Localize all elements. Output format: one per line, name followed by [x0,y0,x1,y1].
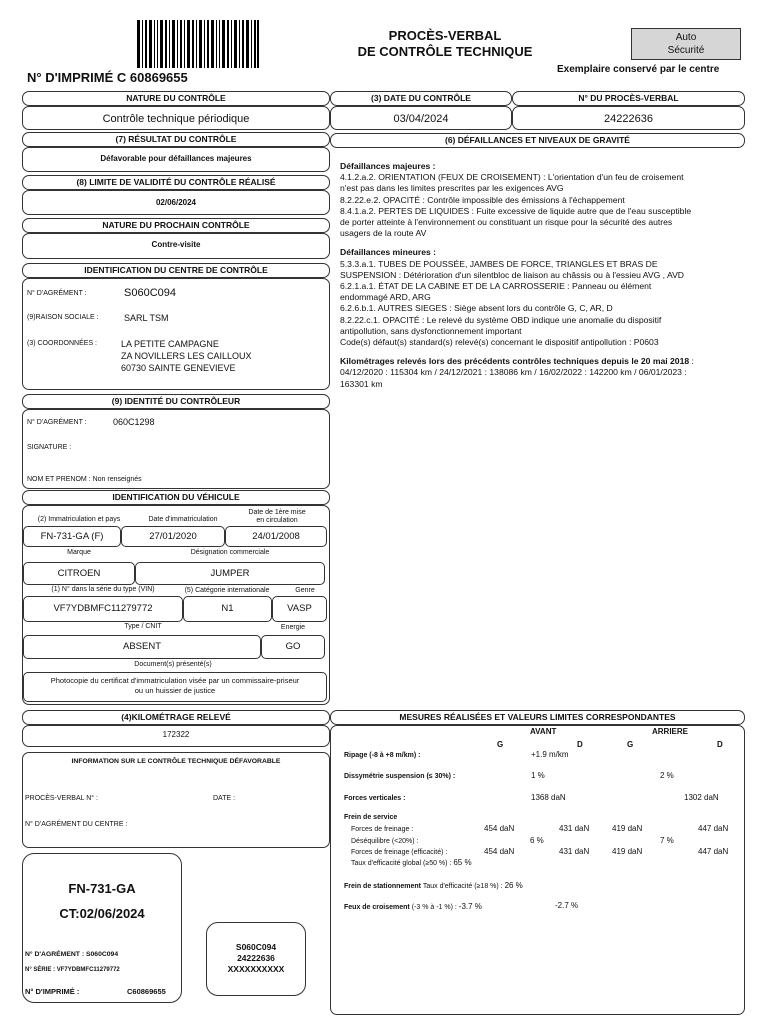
date-value: 03/04/2024 [330,106,512,130]
centre-raison-value: SARL TSM [124,313,169,323]
title-line-2: DE CONTRÔLE TECHNIQUE [357,44,533,59]
mineure-item: 8.2.22.c.1. OPACITÉ : Le relevé du système OBD indique une anomalie du dispositif antipollution, sans dysfonctionnement important [340,314,662,336]
freinage-avant-g: 454 daN [484,824,515,833]
desequilibre-label: Déséquilibre (<20%) : [351,838,419,845]
prochain-value: Contre-visite [22,233,330,259]
defavorable-agrement-label: N° D'AGRÉMENT DU CENTRE : [25,821,128,828]
mineure-item: 5.3.3.a.1. TUBES DE POUSSÉE, JAMBES DE FORCE, TRIANGLES ET BRAS DE SUSPENSION : Détérioration d'un silentbloc de liaison au châssis ou à l'essieu AVG , AVD [340,258,685,280]
mise-circ-field: 24/01/2008 [225,526,327,547]
freinage-arriere-d: 447 daN [698,824,729,833]
type-label: Type / CNIT [124,623,162,630]
documents-field [23,672,327,702]
km-history [340,356,698,390]
dissym-avant: 1 % [531,771,545,780]
stub-line-2: 24222636 [237,953,275,963]
documents-line-1: Photocopie du certificat d'immatriculation visée par un commissaire-priseur [50,676,300,685]
immat-label: (2) Immatriculation et pays [37,516,121,523]
majeure-item: 4.1.2.a.2. ORIENTATION (FEUX DE CROISEMENT) : L'orientation d'un feu de croisement n'est pas dans les limites prescrites par les exigences AVG [340,172,684,194]
immat-field: FN-731-GA (F) [23,526,121,547]
pv-value: 24222636 [512,106,745,130]
imprime-number: N° D'IMPRIMÉ C 60869655 [27,70,188,85]
freinage-eff-avant-g: 454 daN [484,847,515,856]
feux-gauche: -3.7 % [458,902,482,911]
mise-circ-label-2: en circulation [256,517,298,524]
arriere-d-label: D [717,740,723,749]
freinage-eff-arriere-d: 447 daN [698,847,729,856]
frein-service-title: Frein de service [344,814,398,821]
avant-g-label: G [497,740,504,749]
feux-droite: -2.7 % [555,901,579,910]
documents-label: Document(s) présenté(s) [134,661,212,668]
dissym-arriere: 2 % [660,771,674,780]
date-header: (3) DATE DU CONTRÔLE [330,91,512,106]
kilometrage-value: 172322 [22,725,330,747]
pv-header: N° DU PROCÈS-VERBAL [512,91,745,106]
genre-label: Genre [295,587,315,594]
mesures-panel [330,725,745,1015]
address-line-3: 60730 SAINTE GENEVIEVE [121,363,236,373]
forces-verticales-label: Forces verticales : [344,795,406,802]
resultat-header: (7) RÉSULTAT DU CONTRÔLE [22,132,330,147]
resultat-value: Défavorable pour défaillances majeures [22,147,330,172]
vignette-plate: FN-731-GA [68,881,136,896]
categorie-field: N1 [183,596,272,622]
marque-field: CITROEN [23,562,135,585]
barcode-graphic [137,20,259,68]
stub-line-3: XXXXXXXXXX [227,964,285,974]
stamp-line-1: Auto [675,32,697,43]
mise-circ-label-1: Date de 1ère mise [248,509,306,516]
stub-text [206,942,306,975]
defaillances-header: (6) DÉFAILLANCES ET NIVEAUX DE GRAVITÉ [330,133,745,148]
ripage-value: +1.9 m/km [531,750,569,759]
forces-verticales-avant: 1368 daN [531,793,566,802]
freinage-avant-d: 431 daN [559,824,590,833]
document-title [330,28,560,60]
copy-note: Exemplaire conservé par le centre [557,64,720,75]
mineures-title: Défaillances mineures : [340,247,437,258]
stationnement-label: Frein de stationnement [344,883,422,890]
desequilibre-arriere: 7 % [660,836,674,845]
address-line-2: ZA NOVILLERS LES CAILLOUX [121,351,252,361]
km-history-values: : 04/12/2020 : 115304 km / 24/12/2021 : 138086 km / 16/02/2022 : 142200 km / 06/01/2023 : 163301 km [340,356,694,389]
vignette-serie: N° SÉRIE : VF7YDBMFC11279772 [25,967,120,973]
date-immat-field: 27/01/2020 [121,526,225,547]
mineure-item: 6.2.6.b.1. AUTRES SIEGES : Siège absent lors du contrôle G, C, AR, D [340,303,613,314]
defavorable-header: INFORMATION SUR LE CONTRÔLE TECHNIQUE DÉFAVORABLE [71,758,281,765]
categorie-label: (5) Catégorie internationale [184,587,270,594]
arriere-label: ARRIERE [652,727,689,736]
majeure-item: 8.2.22.e.2. OPACITÉ : Contrôle impossible des émissions à l'échappement [340,194,625,205]
taux-label: Taux d'efficacité global (≥50 %) : [351,860,452,867]
freinage-eff-arriere-g: 419 daN [612,847,643,856]
vignette-ct: CT:02/06/2024 [59,906,145,921]
centre-address [121,338,252,374]
controleur-header: (9) IDENTITÉ DU CONTRÔLEUR [22,394,330,409]
arriere-g-label: G [627,740,634,749]
energie-field: GO [261,635,325,659]
designation-field: JUMPER [135,562,325,585]
stationnement-taux-label: Taux d'efficacité (≥18 %) : [422,883,503,890]
feux-croisement-row [344,902,482,911]
feux-range: (-3 % à -1 %) : [411,904,457,911]
designation-label: Désignation commerciale [190,549,270,556]
desequilibre-avant: 6 % [530,836,544,845]
genre-field: VASP [272,596,327,622]
centre-coord-label: (3) COORDONNÉES : [27,340,98,347]
nature-value: Contrôle technique périodique [22,106,330,130]
date-immat-label: Date d'immatriculation [148,516,218,523]
mise-circ-label [222,509,332,525]
defaillances-content [340,161,698,390]
centre-header: IDENTIFICATION DU CENTRE DE CONTRÔLE [22,263,330,278]
vignette-imprime-label: N° D'IMPRIMÉ : [25,987,80,996]
centre-raison-label: (9)RAISON SOCIALE : [27,314,99,321]
dissym-label: Dissymétrie suspension (≤ 30%) : [344,773,456,780]
vin-label: (1) N° dans la série du type (VIN) [51,586,155,593]
vignette-agrement: N° D'AGRÉMENT : S060C094 [25,951,119,958]
nom-prenom: NOM ET PRENOM : Non renseignés [27,476,142,483]
limite-value: 02/06/2024 [22,190,330,215]
mesures-header: MESURES RÉALISÉES ET VALEURS LIMITES CORRESPONDANTES [330,710,745,725]
marque-label: Marque [67,549,91,556]
defavorable-date-label: DATE : [213,795,236,802]
vignette-panel [22,853,182,1003]
kilometrage-header: (4)KILOMÉTRAGE RELEVÉ [22,710,330,725]
avant-label: AVANT [530,727,557,736]
type-field: ABSENT [23,635,261,659]
title-line-1: PROCÈS-VERBAL [388,28,502,43]
feux-label: Feux de croisement [344,904,410,911]
defavorable-pv-label: PROCÈS-VERBAL N° : [25,795,98,802]
ripage-label: Ripage (-8 à +8 m/km) : [344,752,421,759]
controleur-agrement-value: 060C1298 [113,417,155,427]
auto-securite-stamp [631,28,741,60]
frein-stationnement-row [344,881,523,890]
majeures-title: Défaillances majeures : [340,161,436,171]
mineure-item: 6.2.1.a.1. ÉTAT DE LA CABINE ET DE LA CARROSSERIE : Panneau ou élément endommagé ARD, ARG [340,281,652,303]
controleur-agrement-label: N° D'AGRÉMENT : [27,419,87,426]
freinage-efficacite-label: Forces de freinage (efficacité) : [351,849,448,856]
signature-label: SIGNATURE : [27,444,72,451]
stub-line-1: S060C094 [235,942,277,952]
address-line-1: LA PETITE CAMPAGNE [121,339,219,349]
freinage-eff-avant-d: 431 daN [559,847,590,856]
barcode [137,20,259,68]
centre-agrement-label: N° D'AGRÉMENT : [27,290,87,297]
vignette-imprime-value: C60869655 [127,987,166,996]
taux-efficacite-global [351,858,472,867]
km-history-title: Kilométrages relevés lors des précédents contrôles techniques depuis le 20 mai 2018 [340,356,690,367]
forces-freinage-label: Forces de freinage : [351,826,414,833]
taux-value: 65 % [453,858,472,867]
energie-label: Energie [280,624,306,631]
limite-header: (8) LIMITE DE VALIDITÉ DU CONTRÔLE RÉALISÉ [22,175,330,190]
stationnement-value: 26 % [504,881,523,890]
nature-header: NATURE DU CONTRÔLE [22,91,330,106]
vehicule-header: IDENTIFICATION DU VÉHICULE [22,490,330,505]
forces-verticales-arriere: 1302 daN [684,793,719,802]
vin-field: VF7YDBMFC11279772 [23,596,183,622]
centre-agrement-value: S060C094 [124,287,176,299]
stamp-line-2: Sécurité [667,45,705,56]
avant-d-label: D [577,740,583,749]
majeure-item: 8.4.1.a.2. PERTES DE LIQUIDES : Fuite excessive de liquide autre que de l'eau susceptible de porter atteinte à l'environnement ou constituant un risque pour la sécurité des autres usagers de la route AV [340,205,692,239]
prochain-header: NATURE DU PROCHAIN CONTRÔLE [22,218,330,233]
mineure-item: Code(s) défaut(s) standard(s) relevé(s) concernant le dispositif antipollution : P0603 [340,337,659,348]
freinage-arriere-g: 419 daN [612,824,643,833]
documents-line-2: ou un huissier de justice [134,686,216,695]
